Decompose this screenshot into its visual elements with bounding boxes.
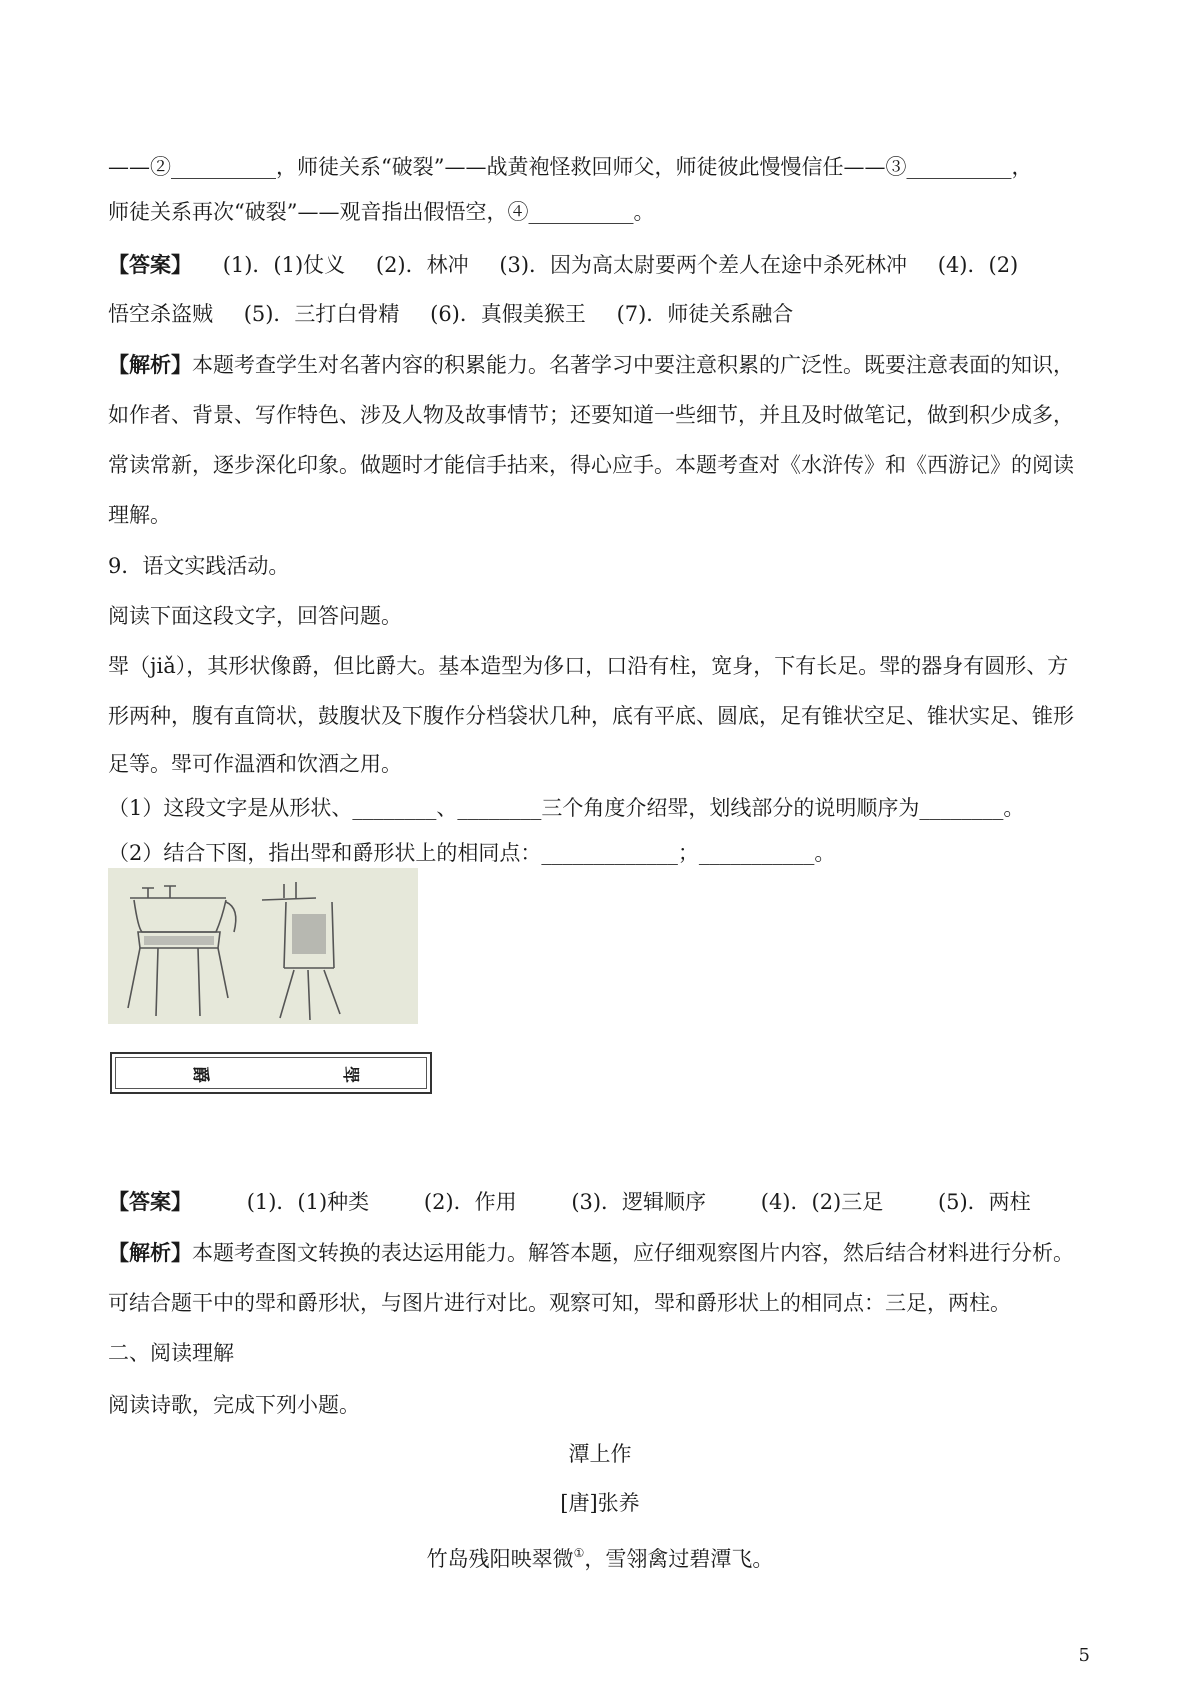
answer-block-1 (108, 250, 1098, 280)
text-line: 常读常新，逐步深化印象。做题时才能信手拈来，得心应手。本题考查对《水浒传》和《西游记》的阅读 (108, 453, 1074, 477)
poem-line (0, 1538, 1200, 1574)
answer-item: (1)．(1)仗义 (222, 253, 346, 277)
analysis-block-2 (108, 1238, 1098, 1268)
text-line: 师徒关系再次“破裂”——观音指出假悟空，④__________。 (108, 200, 655, 224)
vessel-drawing (108, 868, 418, 1024)
question-title: 9．语文实践活动。 (108, 554, 290, 578)
caption-jia: 斝 (340, 1066, 360, 1083)
answer-tag: 【答案】 (108, 252, 192, 277)
text-line: 形两种，腹有直筒状，鼓腹状及下腹作分档袋状几种，底有平底、圆底，足有锥状空足、锥状实足、锥形 (108, 704, 1074, 728)
text-line: 理解。 (108, 503, 171, 527)
text-line: 阅读诗歌，完成下列小题。 (108, 1393, 360, 1417)
answer-item: (2)．林冲 (375, 253, 469, 277)
answer-item: (5)．三打白骨精 (243, 302, 400, 326)
poem-line-b: ，雪翎禽过碧潭飞。 (584, 1547, 774, 1571)
sub-question-1: （1）这段文字是从形状、________、________三个角度介绍斝，划线部分的说明顺序为________。 (108, 796, 1025, 820)
answer-tag: 【答案】 (108, 1189, 192, 1214)
vessel-illustration (108, 868, 418, 1024)
text-line: 可结合题干中的斝和爵形状，与图片进行对比。观察可知，斝和爵形状上的相同点：三足，两柱。 (108, 1291, 1011, 1315)
analysis-tag: 【解析】 (108, 352, 192, 377)
poem-title: 潭上作 (568, 1442, 632, 1466)
poem-line-a: 竹岛残阳映翠微 (426, 1547, 574, 1571)
answer-item: (1)．(1)种类 (246, 1190, 370, 1214)
answer-item: 悟空杀盗贼 (108, 302, 213, 326)
analysis-tag: 【解析】 (108, 1240, 192, 1265)
answer-item: (7)．师徒关系融合 (616, 302, 794, 326)
answer-item: (3)．逻辑顺序 (571, 1190, 707, 1214)
caption-jue: 爵 (190, 1066, 210, 1083)
section-heading: 二、阅读理解 (108, 1341, 234, 1365)
answer-item: (4)．(2)三足 (760, 1190, 884, 1214)
footnote-mark: ① (573, 1546, 585, 1560)
answer-item: (5)．两柱 (937, 1190, 1031, 1214)
poem-author: [唐]张养 (560, 1491, 640, 1515)
answer-item: (6)．真假美猴王 (430, 302, 586, 326)
answer-item: (2)．作用 (423, 1190, 517, 1214)
figure-caption-box (110, 1052, 432, 1094)
page-number: 5 (1078, 1645, 1090, 1666)
text-line: 如作者、背景、写作特色、涉及人物及故事情节；还要知道一些细节，并且及时做笔记，做到积少成多， (108, 403, 1074, 427)
text-line: ——②__________，师徒关系“破裂”——战黄袍怪救回师父，师徒彼此慢慢信任——③__________， (108, 155, 1033, 179)
answer-item: (3)．因为高太尉要两个差人在途中杀死林冲 (499, 253, 908, 277)
text-line: 足等。斝可作温酒和饮酒之用。 (108, 752, 402, 776)
analysis-text: 本题考查图文转换的表达运用能力。解答本题，应仔细观察图片内容，然后结合材料进行分析。 (192, 1241, 1074, 1265)
sub-question-2: （2）结合下图，指出斝和爵形状上的相同点：_____________；___________。 (108, 841, 836, 865)
analysis-block-1 (108, 350, 1098, 380)
answer-block-2 (108, 1187, 1098, 1217)
text-line: 斝（jiǎ），其形状像爵，但比爵大。基本造型为侈口，口沿有柱，宽身，下有长足。斝的器身有圆形、方 (108, 654, 1069, 678)
answer-item: (4)．(2) (937, 253, 1019, 277)
text-line: 阅读下面这段文字，回答问题。 (108, 604, 402, 628)
analysis-text: 本题考查学生对名著内容的积累能力。名著学习中要注意积累的广泛性。既要注意表面的知识， (192, 353, 1074, 377)
answer-block-1-cont (108, 299, 1098, 329)
